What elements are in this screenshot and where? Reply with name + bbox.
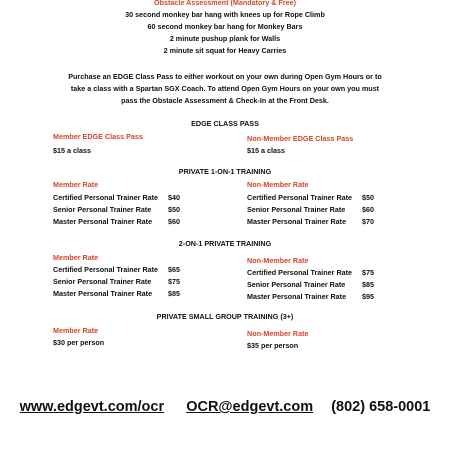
obstacle-line: 60 second monkey bar hang for Monkey Bars	[147, 22, 303, 31]
edge-pass-nonmember-heading: Non-Member EDGE Class Pass	[247, 134, 354, 143]
rate-price: $60	[362, 205, 374, 214]
rate-label: Master Personal Trainer Rate	[247, 292, 347, 301]
member-rate-list	[53, 192, 180, 228]
obstacle-line: 30 second monkey bar hang with knees up for Rope Climb	[125, 10, 325, 19]
rate-label: Master Personal Trainer Rate	[247, 217, 347, 226]
rate-price: $75	[362, 268, 374, 277]
contact-footer	[0, 399, 450, 415]
private-1on1-member-heading: Member Rate	[53, 180, 99, 189]
rate-label: Master Personal Trainer Rate	[53, 289, 153, 298]
purchase-line: pass the Obstacle Assessment & Check-In at the Front Desk.	[121, 96, 329, 105]
edge-pass-member-price: $15 a class	[53, 146, 91, 155]
rate-price: $65	[168, 265, 180, 274]
small-group-member-heading: Member Rate	[53, 326, 99, 335]
nonmember-rate-list	[247, 192, 374, 228]
rate-price: $85	[168, 289, 180, 298]
private-1on1-title: PRIVATE 1-ON-1 TRAINING	[178, 167, 272, 176]
edge-pass-nonmember-price: $15 a class	[247, 146, 285, 155]
member-rate-list	[53, 264, 180, 300]
rate-label: Senior Personal Trainer Rate	[247, 205, 346, 214]
small-group-title: PRIVATE SMALL GROUP TRAINING (3+)	[156, 312, 294, 321]
rate-row	[247, 192, 374, 204]
rate-label: Senior Personal Trainer Rate	[247, 280, 346, 289]
rate-price: $50	[362, 193, 374, 202]
obstacle-line: 2 minute pushup plank for Walls	[169, 34, 281, 43]
edge-pass-title: EDGE CLASS PASS	[191, 119, 259, 128]
small-group-nonmember-price: $35 per person	[247, 341, 299, 350]
rate-row	[247, 291, 374, 303]
nonmember-rate-list	[247, 267, 374, 303]
phone-number: (802) 658-0001	[331, 399, 431, 415]
rate-row	[247, 267, 374, 279]
private-2on1-title: 2-ON-1 PRIVATE TRAINING	[178, 239, 272, 248]
rate-price: $60	[168, 217, 180, 226]
rate-label: Certified Personal Trainer Rate	[247, 193, 353, 202]
private-1on1-nonmember-heading: Non-Member Rate	[247, 180, 309, 189]
rate-price: $75	[168, 277, 180, 286]
rate-row	[247, 279, 374, 291]
rate-label: Senior Personal Trainer Rate	[53, 205, 152, 214]
rate-price: $85	[362, 280, 374, 289]
edge-pass-member-heading: Member EDGE Class Pass	[53, 132, 143, 141]
rate-label: Certified Personal Trainer Rate	[53, 265, 159, 274]
rate-row	[53, 204, 180, 216]
private-2on1-member-heading: Member Rate	[53, 253, 99, 262]
rate-row	[247, 204, 374, 216]
rate-row	[53, 192, 180, 204]
rate-row	[53, 276, 180, 288]
rate-label: Certified Personal Trainer Rate	[53, 193, 159, 202]
rate-label: Senior Personal Trainer Rate	[53, 277, 152, 286]
rate-price: $70	[362, 217, 374, 226]
rate-row	[247, 216, 374, 228]
private-2on1-nonmember-heading: Non-Member Rate	[247, 256, 309, 265]
rate-row	[53, 264, 180, 276]
rate-label: Certified Personal Trainer Rate	[247, 268, 353, 277]
rate-row	[53, 216, 180, 228]
email-link[interactable]: OCR@edgevt.com	[186, 399, 314, 415]
rate-price: $95	[362, 292, 374, 301]
rate-price: $40	[168, 193, 180, 202]
obstacle-title: Obstacle Assessment (Mandatory & Free)	[154, 0, 296, 7]
purchase-line: Purchase an EDGE Class Pass to either workout on your own during Open Gym Hours or to	[68, 72, 382, 81]
obstacle-line: 2 minute sit squat for Heavy Carries	[163, 46, 287, 55]
small-group-nonmember-heading: Non-Member Rate	[247, 329, 309, 338]
website-link[interactable]: www.edgevt.com/ocr	[19, 399, 165, 415]
small-group-member-price: $30 per person	[53, 338, 105, 347]
rate-price: $50	[168, 205, 180, 214]
purchase-line: take a class with a Spartan SGX Coach. To attend Open Gym Hours on your own you must	[70, 84, 380, 93]
rate-label: Master Personal Trainer Rate	[53, 217, 153, 226]
rate-row	[53, 288, 180, 300]
